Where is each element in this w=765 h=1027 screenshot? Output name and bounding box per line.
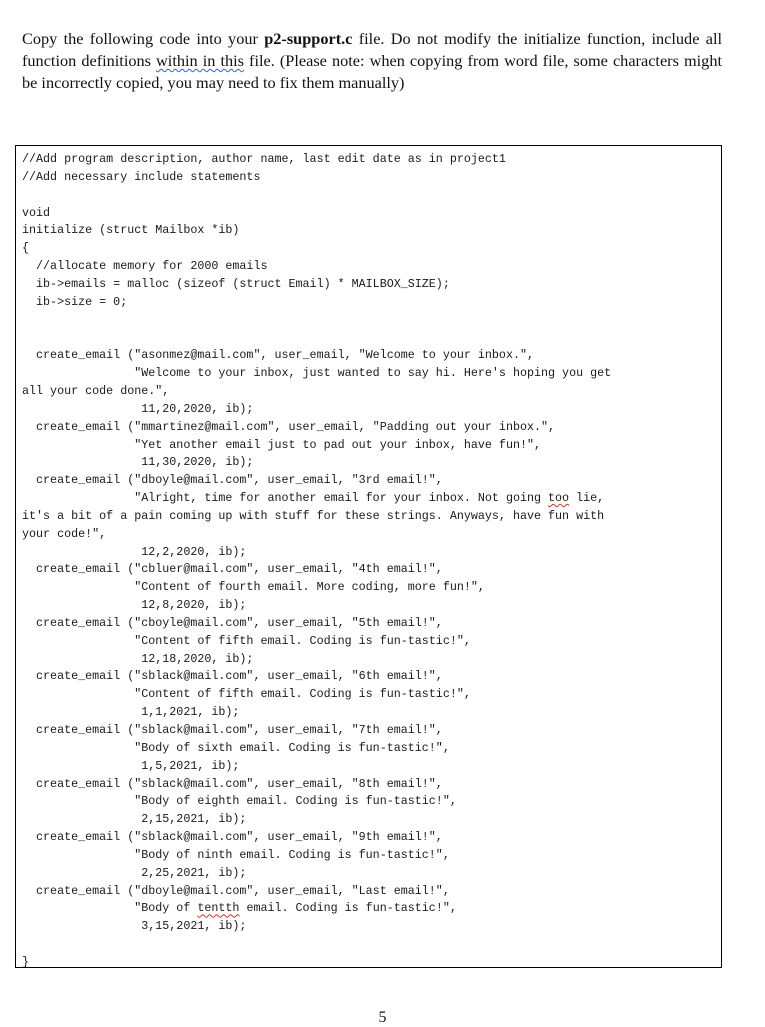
code-line: create_email ("sblack@mail.com", user_email, "8th email!", [22,776,443,791]
spellcheck-phrase: within in this [156,51,244,70]
filename: p2-support.c [264,29,353,48]
code-line: } [22,954,30,969]
code-line: //Add necessary include statements [22,169,261,184]
intro-text-3: file. (Please note: when copying from word file, some characters might be incorrectly copied, you may need to fix them manually) [22,51,722,92]
code-line: initialize (struct Mailbox *ib) [22,223,240,238]
code-line: 1,5,2021, ib); [22,758,240,773]
code-line: "Body of eighth email. Coding is fun-tastic!", [22,794,457,809]
instructions-paragraph [22,28,722,94]
code-line: 2,15,2021, ib); [22,812,247,827]
code-line: create_email ("sblack@mail.com", user_email, "7th email!", [22,723,443,737]
code-line [22,329,717,347]
code-line: "Content of fifth email. Coding is fun-tastic!", [22,633,471,648]
code-line: void [22,205,51,220]
page-number: 5 [378,1009,387,1026]
code-line: 11,30,2020, ib); [22,455,254,470]
code-listing [22,151,717,972]
code-line: 12,2,2020, ib); [22,544,247,559]
code-line: "Body of sixth email. Coding is fun-tastic!", [22,740,450,755]
intro-text-1: Copy the following code into your [22,29,265,48]
code-line: { [22,241,30,256]
code-line: all your code done.", [22,383,170,398]
intro-text-2: file. Do not modify the initialize function, include all function definitions [22,29,723,70]
code-line: "Content of fifth email. Coding is fun-tastic!", [22,687,471,702]
code-line [22,936,717,954]
code-line: create_email ("asonmez@mail.com", user_email, "Welcome to your inbox.", [22,348,534,363]
spellcheck-word: tentth [197,901,240,916]
code-line: //Add program description, author name, last edit date as in project1 [22,152,506,166]
code-line: 3,15,2021, ib); [22,919,247,934]
code-line: create_email ("dboyle@mail.com", user_email, "Last email!", [22,883,450,898]
code-line: create_email ("sblack@mail.com", user_email, "6th email!", [22,669,443,684]
code-line: 12,8,2020, ib); [22,598,247,613]
code-line: create_email ("cbluer@mail.com", user_email, "4th email!", [22,562,443,577]
code-line: 12,18,2020, ib); [22,651,254,666]
code-line: "Body of tentth email. Coding is fun-tastic!", [22,901,457,916]
code-line: create_email ("sblack@mail.com", user_email, "9th email!", [22,830,443,845]
code-line: "Welcome to your inbox, just wanted to say hi. Here's hoping you get [22,366,612,381]
code-line: //allocate memory for 2000 emails [22,259,268,274]
code-line: it's a bit of a pain coming up with stuff for these strings. Anyways, have fun with [22,508,605,523]
code-line: 2,25,2021, ib); [22,865,247,880]
code-line: "Alright, time for another email for your inbox. Not going too lie, [22,491,605,506]
code-line: "Body of ninth email. Coding is fun-tastic!", [22,847,450,862]
code-line: ib->size = 0; [22,294,128,309]
code-line: create_email ("mmartinez@mail.com", user_email, "Padding out your inbox.", [22,419,556,434]
code-line: "Content of fourth email. More coding, more fun!", [22,580,485,595]
code-line: ib->emails = malloc (sizeof (struct Email) * MAILBOX_SIZE); [22,276,450,291]
spellcheck-word: too [548,491,570,506]
code-line: create_email ("cboyle@mail.com", user_email, "5th email!", [22,615,443,630]
code-block [15,145,722,968]
code-line: "Yet another email just to pad out your inbox, have fun!", [22,437,542,452]
code-line: create_email ("dboyle@mail.com", user_email, "3rd email!", [22,473,443,488]
code-line: 11,20,2020, ib); [22,401,254,416]
code-line [22,187,717,205]
code-line [22,312,717,330]
code-line: your code!", [22,526,107,541]
code-line: 1,1,2021, ib); [22,705,240,720]
